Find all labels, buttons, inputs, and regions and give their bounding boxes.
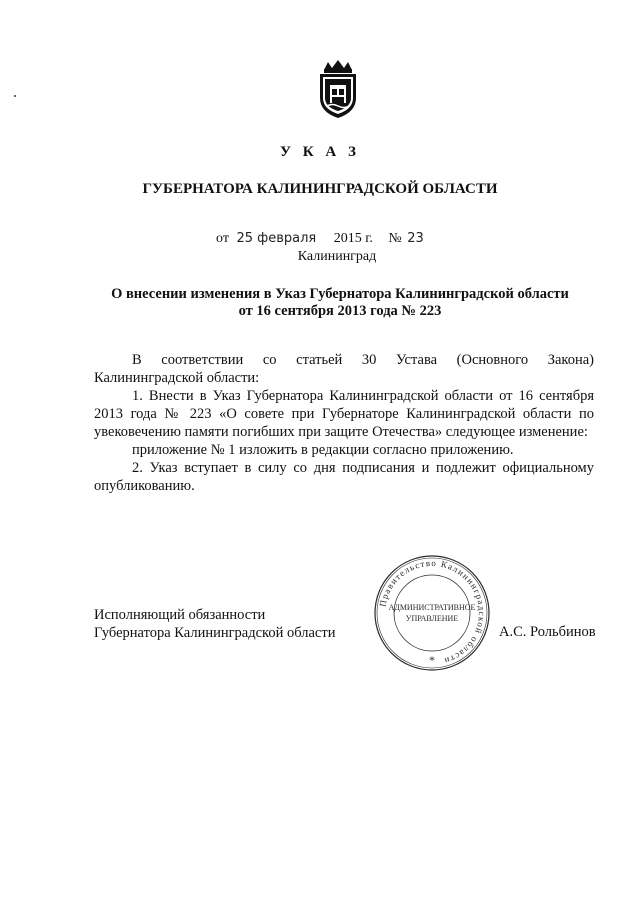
number-label: № xyxy=(388,231,402,246)
signatory-name: А.С. Рольбинов xyxy=(499,624,596,640)
handwritten-date: 25 февраля xyxy=(236,231,317,246)
stamp-center-line: АДМИНИСТРАТИВНОЕ xyxy=(388,603,476,612)
signatory-line: Исполняющий обязанности xyxy=(94,607,266,623)
date-number-line xyxy=(216,231,424,247)
heading-line: от 16 сентября 2013 года № 223 xyxy=(238,303,442,319)
city-name: Калининград xyxy=(297,249,377,264)
handwritten-number: 23 xyxy=(407,231,424,246)
document-subtitle: ГУБЕРНАТОРА КАЛИНИНГРАДСКОЙ ОБЛАСТИ xyxy=(142,181,498,197)
document-title: У К А З xyxy=(280,144,360,160)
scan-speck xyxy=(14,95,16,97)
coat-of-arms-icon xyxy=(314,58,362,120)
signatory-line: Губернатора Калининградской области xyxy=(94,625,336,641)
stamp-star-icon: * xyxy=(429,653,435,667)
official-stamp xyxy=(372,553,492,673)
heading-line: О внесении изменения в Указ Губернатора Калининградской области xyxy=(111,286,569,302)
body-paragraph: В соответствии со статьей 30 Устава (Основного Закона) Калининградской области: xyxy=(94,352,594,386)
document-heading xyxy=(80,286,600,320)
document-body xyxy=(94,351,594,495)
date-year: 2015 г. xyxy=(333,231,373,246)
body-paragraph: 2. Указ вступает в силу со дня подписания и подлежит официальному опубликованию. xyxy=(94,460,594,494)
signatory-title xyxy=(94,606,335,642)
body-paragraph: 1. Внести в Указ Губернатора Калининградской области от 16 сентября 2013 года № 223 «О совете при Губернаторе Калининградской области по увековечению памяти погибших при защите Отечества» следующее изменение: xyxy=(94,388,594,440)
date-prefix: от xyxy=(216,231,229,246)
body-paragraph: приложение № 1 изложить в редакции согласно приложению. xyxy=(132,442,514,458)
stamp-outer-text: Правительство Калининградской области xyxy=(377,557,488,667)
stamp-center-line: УПРАВЛЕНИЕ xyxy=(405,614,459,623)
